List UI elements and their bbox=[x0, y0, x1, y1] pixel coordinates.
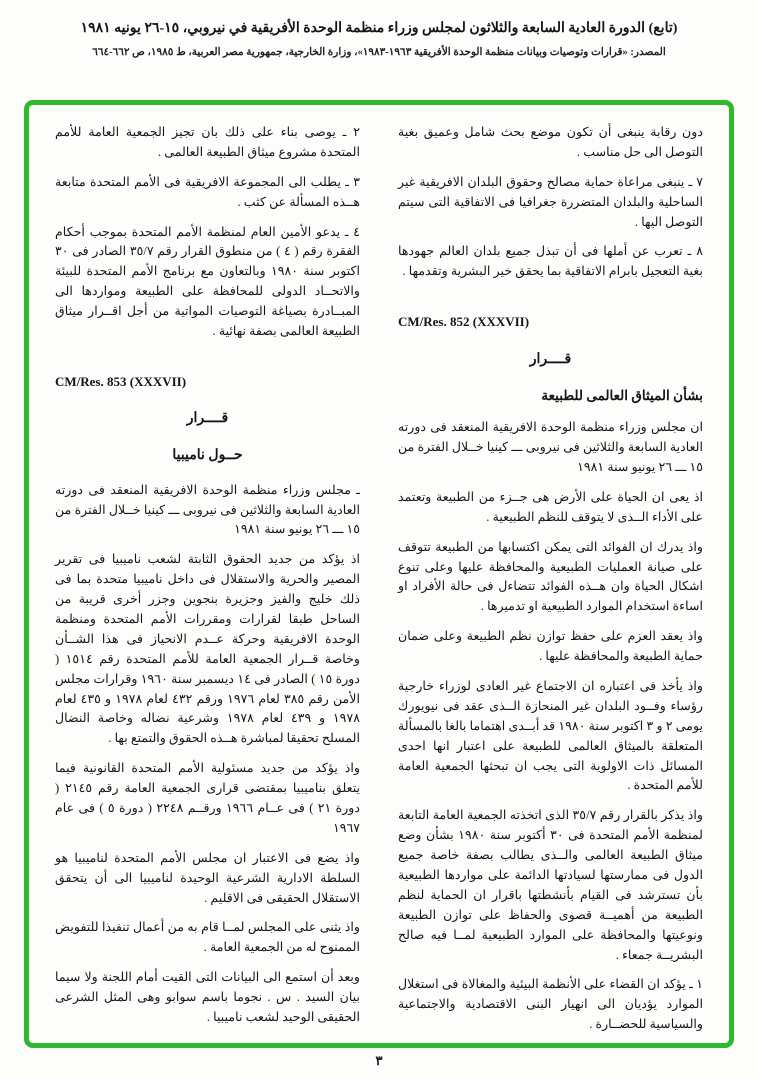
paragraph: واذ يأخذ فى اعتباره ان الاجتماع غير العادى لوزراء خارجية رؤساء وفــود البلدان غير المنحازة الــذى عقد فى نيويورك يومى ٢ و ٣ اكتوبر سنة ١٩٨٠ قد أبــدى اهتماما بالغا بالمسألة المتعلقة بالميثاق العالمى للطبيعة على اعتبار انها احدى المسائل ذات الاولوية التى يجب ان تبحثها الجمعية العامة للأمم المتحدة . bbox=[398, 679, 703, 793]
paragraph: واذ يعقد العزم على حفظ توازن نظم الطبيعة وعلى ضمان حماية الطبيعة والمحافظة عليها . bbox=[398, 629, 703, 664]
page-header bbox=[0, 0, 758, 58]
paragraph: واذ يضع فى الاعتبار ان مجلس الأمم المتحدة لناميبيا هو السلطة الادارية الشرعية الوحيدة لناميبيا الى أن يتحقق الاستقلال الحقيقى فى الاقليم . bbox=[55, 850, 360, 905]
paragraph: ١ ـ يؤكد ان القضاء على الأنظمة البيئية والمغالاة فى استغلال الموارد يؤديان الى انهيار البنى الاقتصادية والاجتماعية والسياسية للحضــارة . bbox=[398, 977, 703, 1032]
paragraph: دون رقابة ينبغى أن تكون موضع بحث شامل وعميق بغية التوصل الى حل مناسب . bbox=[398, 125, 703, 159]
paragraph: ٣ ـ يطلب الى المجموعة الافريقية فى الأمم المتحدة متابعة هــذه المسألة عن كثب . bbox=[55, 174, 360, 209]
two-column-text-block bbox=[55, 123, 703, 1032]
paragraph: اذ يؤكد من جديد الحقوق الثابتة لشعب ناميبيا فى تقرير المصير والحرية والاستقلال فى داخل ناميبيا متحدة بما فى ذلك خليج والفيز وجزيرة بنجوين وجزر أخرى قريبة من الساحل طبقا لقرارات ومقررات الأمم المتحدة ومنظمة الوحدة الافريقية وحركة عــدم الانحياز فى هذا الشــأن وخاصة قــرار الجمعية العامة للأمم المتحدة رقم ١٥١٤ ( دورة ١٥ ) الصادر فى ١٤ ديسمبر سنة ١٩٦٠ وقرارات مجلس الأمن رقم ٣٨٥ لعام ١٩٧٦ ورقم ٤٣٢ لعام ١٩٧٨ و ٤٣٥ لعام ١٩٧٨ و ٤٣٩ لعام ١٩٧٨ وشرعية نضاله وخاصة النضال المسلح تحقيقا لمباشرة هــذه الحقوق والتمتع بها . bbox=[55, 552, 360, 746]
resolution-title: قــــرار bbox=[529, 351, 572, 367]
header-source-line: المصدر: «قرارات وتوصيات وبيانات منظمة الوحدة الأفريقية ١٩٦٣-١٩٨٣»، وزارة الخارجية، جمهورية مصر العربية، ط ١٩٨٥، ص ٦٦٢-٦٦٤ bbox=[92, 47, 666, 58]
paragraph: واذ يؤكد من جديد مسئولية الأمم المتحدة القانونية فيما يتعلق بناميبيا بمقتضى قرارى الجمعية العامة رقم ٢١٤٥ ( دورة ٢١ ) فى عــام ١٩٦٦ ورقــم ٢٢٤٨ ( دورة ٥ ) فى عام ١٩٦٧ bbox=[55, 761, 360, 835]
header-session-title: (تابع) الدورة العادية السابعة والثلاثون لمجلس وزراء منظمة الوحدة الأفريقية في نيروبي، ١٥-٢٦ يونيه ١٩٨١ bbox=[80, 21, 678, 36]
paragraph: ـ مجلس وزراء منظمة الوحدة الافريقية المنعقد فى دورته العادية السابعة والثلاثين فى نيروبى ـــ كينيا خــلال الفترة من ١٥ ـــ ٢٦ يونيو سنة ١٩٨١ bbox=[55, 482, 360, 537]
column-left bbox=[55, 123, 360, 1029]
paragraph: ٨ ـ تعرب عن أملها فى أن تبذل جميع بلدان العالم جهودها بغية التعجيل بابرام الاتفاقية بما يحقق خير البشرية وتقدمها . bbox=[398, 244, 703, 279]
column-right bbox=[398, 123, 703, 1032]
page-footer bbox=[0, 1052, 758, 1070]
paragraph: ٤ ـ يدعو الأمين العام لمنظمة الأمم المتحدة بموجب أحكام الفقرة رقم ( ٤ ) من منطوق القرار رقم ٣٥/٧ الصادر فى ٣٠ اكتوبر سنة ١٩٨٠ وبالتعاون مع برنامج الأمم المتحدة للبيئة والاتحــاد الدولى للمحافظة على الطبيعة ومواردها الى المبــادرة بصياغة التوصيات المواتية من أجل اقــرار ميثاق الطبيعة العالمى بصفة نهائية . bbox=[55, 224, 361, 339]
green-border-frame bbox=[24, 100, 734, 1048]
paragraph: وبعد أن استمع الى البيانات التى القيت أمام اللجنة ولا سيما بيان السيد . س . نجوما باسم سوابو وهى المثل الشرعى الحقيقى الوحيد لشعب ناميبيا . bbox=[55, 970, 360, 1025]
paragraph: واذ يدرك ان الفوائد التى يمكن اكتسابها من الطبيعة تتوقف على صيانة العمليات الطبيعية والمحافظة عليها وعلى تنوع اشكال الحياة وان هــذه الفوائد تتضاءل فى حالة الأفراد او اساءة استخدام الموارد الطبيعية او تدميرها . bbox=[398, 539, 703, 614]
resolution-number: CM/Res. 852 (XXXVII) bbox=[398, 314, 530, 330]
paragraph: واذ يذكر بالقرار رقم ٣٥/٧ الذى اتخذته الجمعية العامة التابعة لمنظمة الأمم المتحدة فى ٣٠ أكتوبر سنة ١٩٨٠ بشأن وضع ميثاق الطبيعة العالمى والــذى يطالب بصفة خاصة جميع الدول فى ممارستها لسيادتها الدائمة على مواردها الطبيعية بأن تسترشد فى القيام بأنشطتها باقرار ان الحماية لنظم الطبيعة من أهميــة قصوى والحفاظ على توازن الطبيعة ونوعيتها والمحافظة على الموارد الطبيعية لمــا فيه صالح البشريــة جمعاء . bbox=[398, 808, 703, 962]
paragraph: ان مجلس وزراء منظمة الوحدة الافريقية المنعقد فى دورته العادية السابعة والثلاثين فى نيروبى ـــ كينيا خــلال الفترة من ١٥ ـــ ٢٦ يونيو سنة ١٩٨١ bbox=[398, 420, 703, 474]
resolution-title: قــــرار bbox=[186, 411, 229, 427]
page-number: ٣ bbox=[375, 1053, 383, 1068]
resolution-subject: بشأن الميثاق العالمى للطبيعة bbox=[541, 387, 703, 403]
paragraph: ٧ ـ ينبغى مراعاة حماية مصالح وحقوق البلدان الافريقية غير الساحلية والبلدان المتضررة جغرافيا فى الاتفاقية التى سيتم التوصل اليها . bbox=[398, 174, 703, 229]
resolution-title: حــول ناميبيا bbox=[172, 447, 243, 463]
paragraph: واذ يثنى على المجلس لمــا قام به من أعمال تنفيذا للتفويض الممنوح له من الجمعية العامة . bbox=[55, 920, 360, 955]
resolution-number: CM/Res. 853 (XXXVII) bbox=[55, 373, 187, 389]
paragraph: اذ يعى ان الحياة على الأرض هى جــزء من الطبيعة وتعتمد على الأداء الــذى لا يتوقف للنظم الطبيعية . bbox=[398, 489, 703, 524]
paragraph: ٢ ـ يوصى بناء على ذلك بان تجيز الجمعية العامة للأمم المتحدة مشروع ميثاق الطبيعة العالمى . bbox=[55, 125, 360, 159]
